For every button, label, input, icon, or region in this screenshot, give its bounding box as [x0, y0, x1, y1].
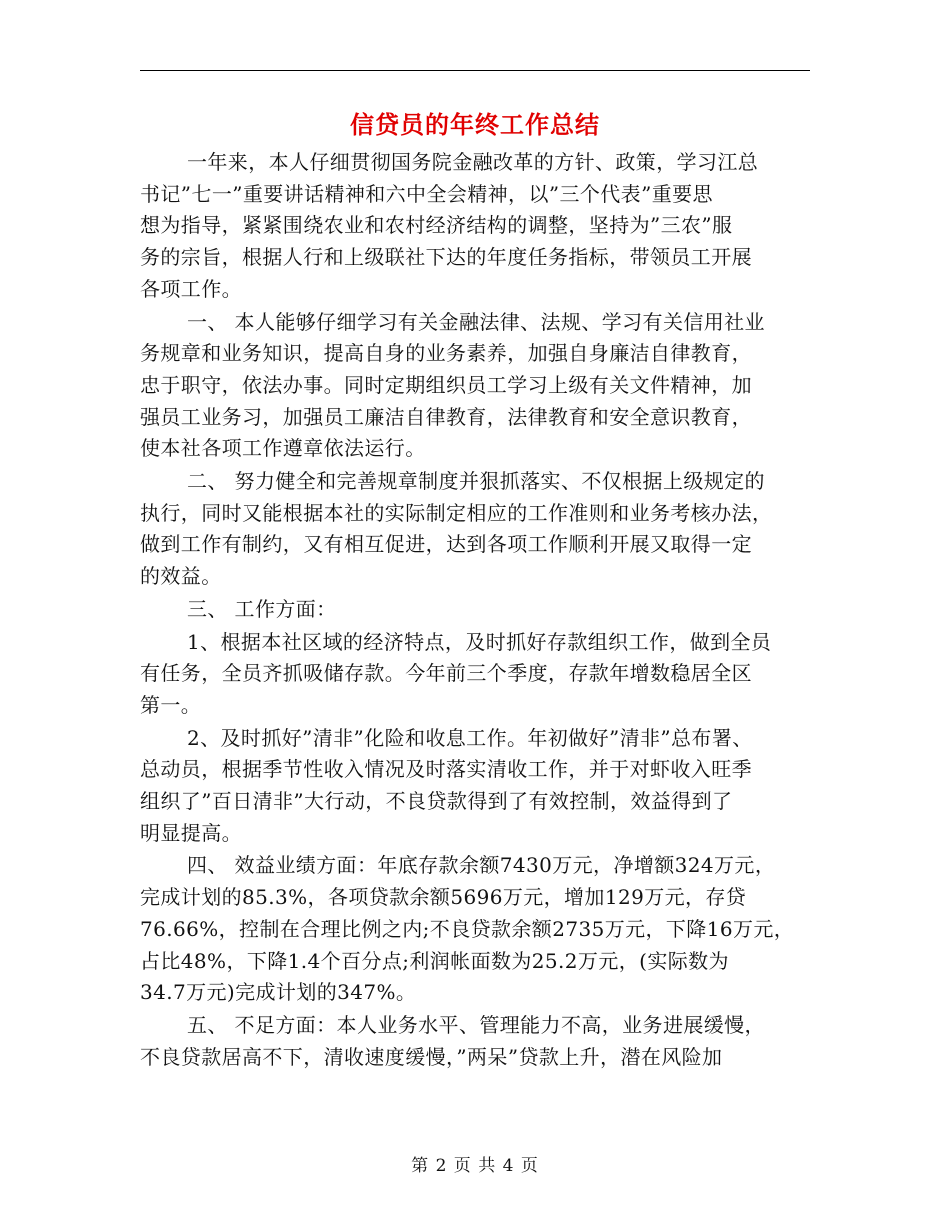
- text-line: 2、及时抓好”清非”化险和收息工作。年初做好”清非”总布署、: [187, 725, 753, 750]
- paragraph: [140, 1010, 812, 1073]
- text-line: 34.7万元)完成计划的347%。: [140, 980, 417, 1005]
- text-line: 的效益。: [140, 564, 222, 589]
- text-line: 三、 工作方面：: [187, 596, 337, 621]
- text-line: 执行，同时又能根据本社的实际制定相应的工作准则和业务考核办法，: [140, 500, 773, 525]
- text-line: 做到工作有制约，又有相互促进，达到各项工作顺利开展又取得一定: [140, 532, 752, 557]
- paragraph: [140, 594, 812, 626]
- text-line: 书记”七一”重要讲话精神和六中全会精神，以”三个代表”重要思: [140, 181, 713, 206]
- text-line: 明显提高。: [140, 820, 242, 845]
- paragraph: [140, 147, 812, 306]
- text-line: 总动员，根据季节性收入情况及时落实清收工作，并于对虾收入旺季: [140, 757, 752, 782]
- text-line: 务规章和业务知识，提高自身的业务素养，加强自身廉洁自律教育，: [140, 341, 752, 366]
- document-title: 信贷员的年终工作总结: [350, 110, 600, 139]
- text-line: 忠于职守，依法办事。同时定期组织员工学习上级有关文件精神，加: [140, 372, 752, 397]
- paragraph: [140, 627, 812, 722]
- text-line: 有任务，全员齐抓吸储存款。今年前三个季度，存款年增数稳居全区: [140, 661, 752, 686]
- paragraph: [140, 723, 812, 850]
- document-body: [140, 147, 812, 1074]
- text-line: 占比48%，下降1.4个百分点;利润帐面数为25.2万元，(实际数为: [140, 948, 729, 973]
- text-line: 组织了”百日清非”大行动，不良贷款得到了有效控制，效益得到了: [140, 789, 733, 814]
- text-line: 76.66%，控制在合理比例之内;不良贷款余额2735万元，下降16万元，: [140, 916, 795, 941]
- text-line: 想为指导，紧紧围绕农业和农村经济结构的调整，坚持为”三农”服: [140, 213, 733, 238]
- text-line: 1、根据本社区域的经济特点，及时抓好存款组织工作，做到全员: [187, 629, 772, 654]
- text-line: 各项工作。: [140, 276, 242, 301]
- text-line: 二、 努力健全和完善规章制度并狠抓落实、不仅根据上级规定的: [187, 469, 765, 494]
- text-line: 第一。: [140, 692, 202, 717]
- text-line: 五、 不足方面：本人业务水平、管理能力不高，业务进展缓慢，: [187, 1012, 765, 1037]
- text-line: 完成计划的85.3%，各项贷款余额5696万元，增加129万元，存贷: [140, 885, 747, 910]
- text-line: 使本社各项工作遵章依法运行。: [140, 436, 426, 461]
- page-footer: 第 2 页 共 4 页: [411, 1156, 539, 1176]
- text-line: 不良贷款居高不下，清收速度缓慢，”两呆”贷款上升，潜在风险加: [140, 1044, 723, 1069]
- text-line: 一、 本人能够仔细学习有关金融法律、法规、学习有关信用社业: [187, 309, 765, 334]
- text-line: 务的宗旨，根据人行和上级联社下达的年度任务指标，带领员工开展: [140, 245, 752, 270]
- paragraph: [140, 307, 812, 466]
- header-rule: [140, 70, 810, 71]
- text-line: 强员工业务习，加强员工廉洁自律教育，法律教育和安全意识教育，: [140, 404, 752, 429]
- paragraph: [140, 850, 812, 1009]
- paragraph: [140, 466, 812, 593]
- text-line: 一年来，本人仔细贯彻国务院金融改革的方针、政策，学习江总: [187, 150, 759, 174]
- text-line: 四、 效益业绩方面：年底存款余额7430万元，净增额324万元，: [187, 853, 776, 878]
